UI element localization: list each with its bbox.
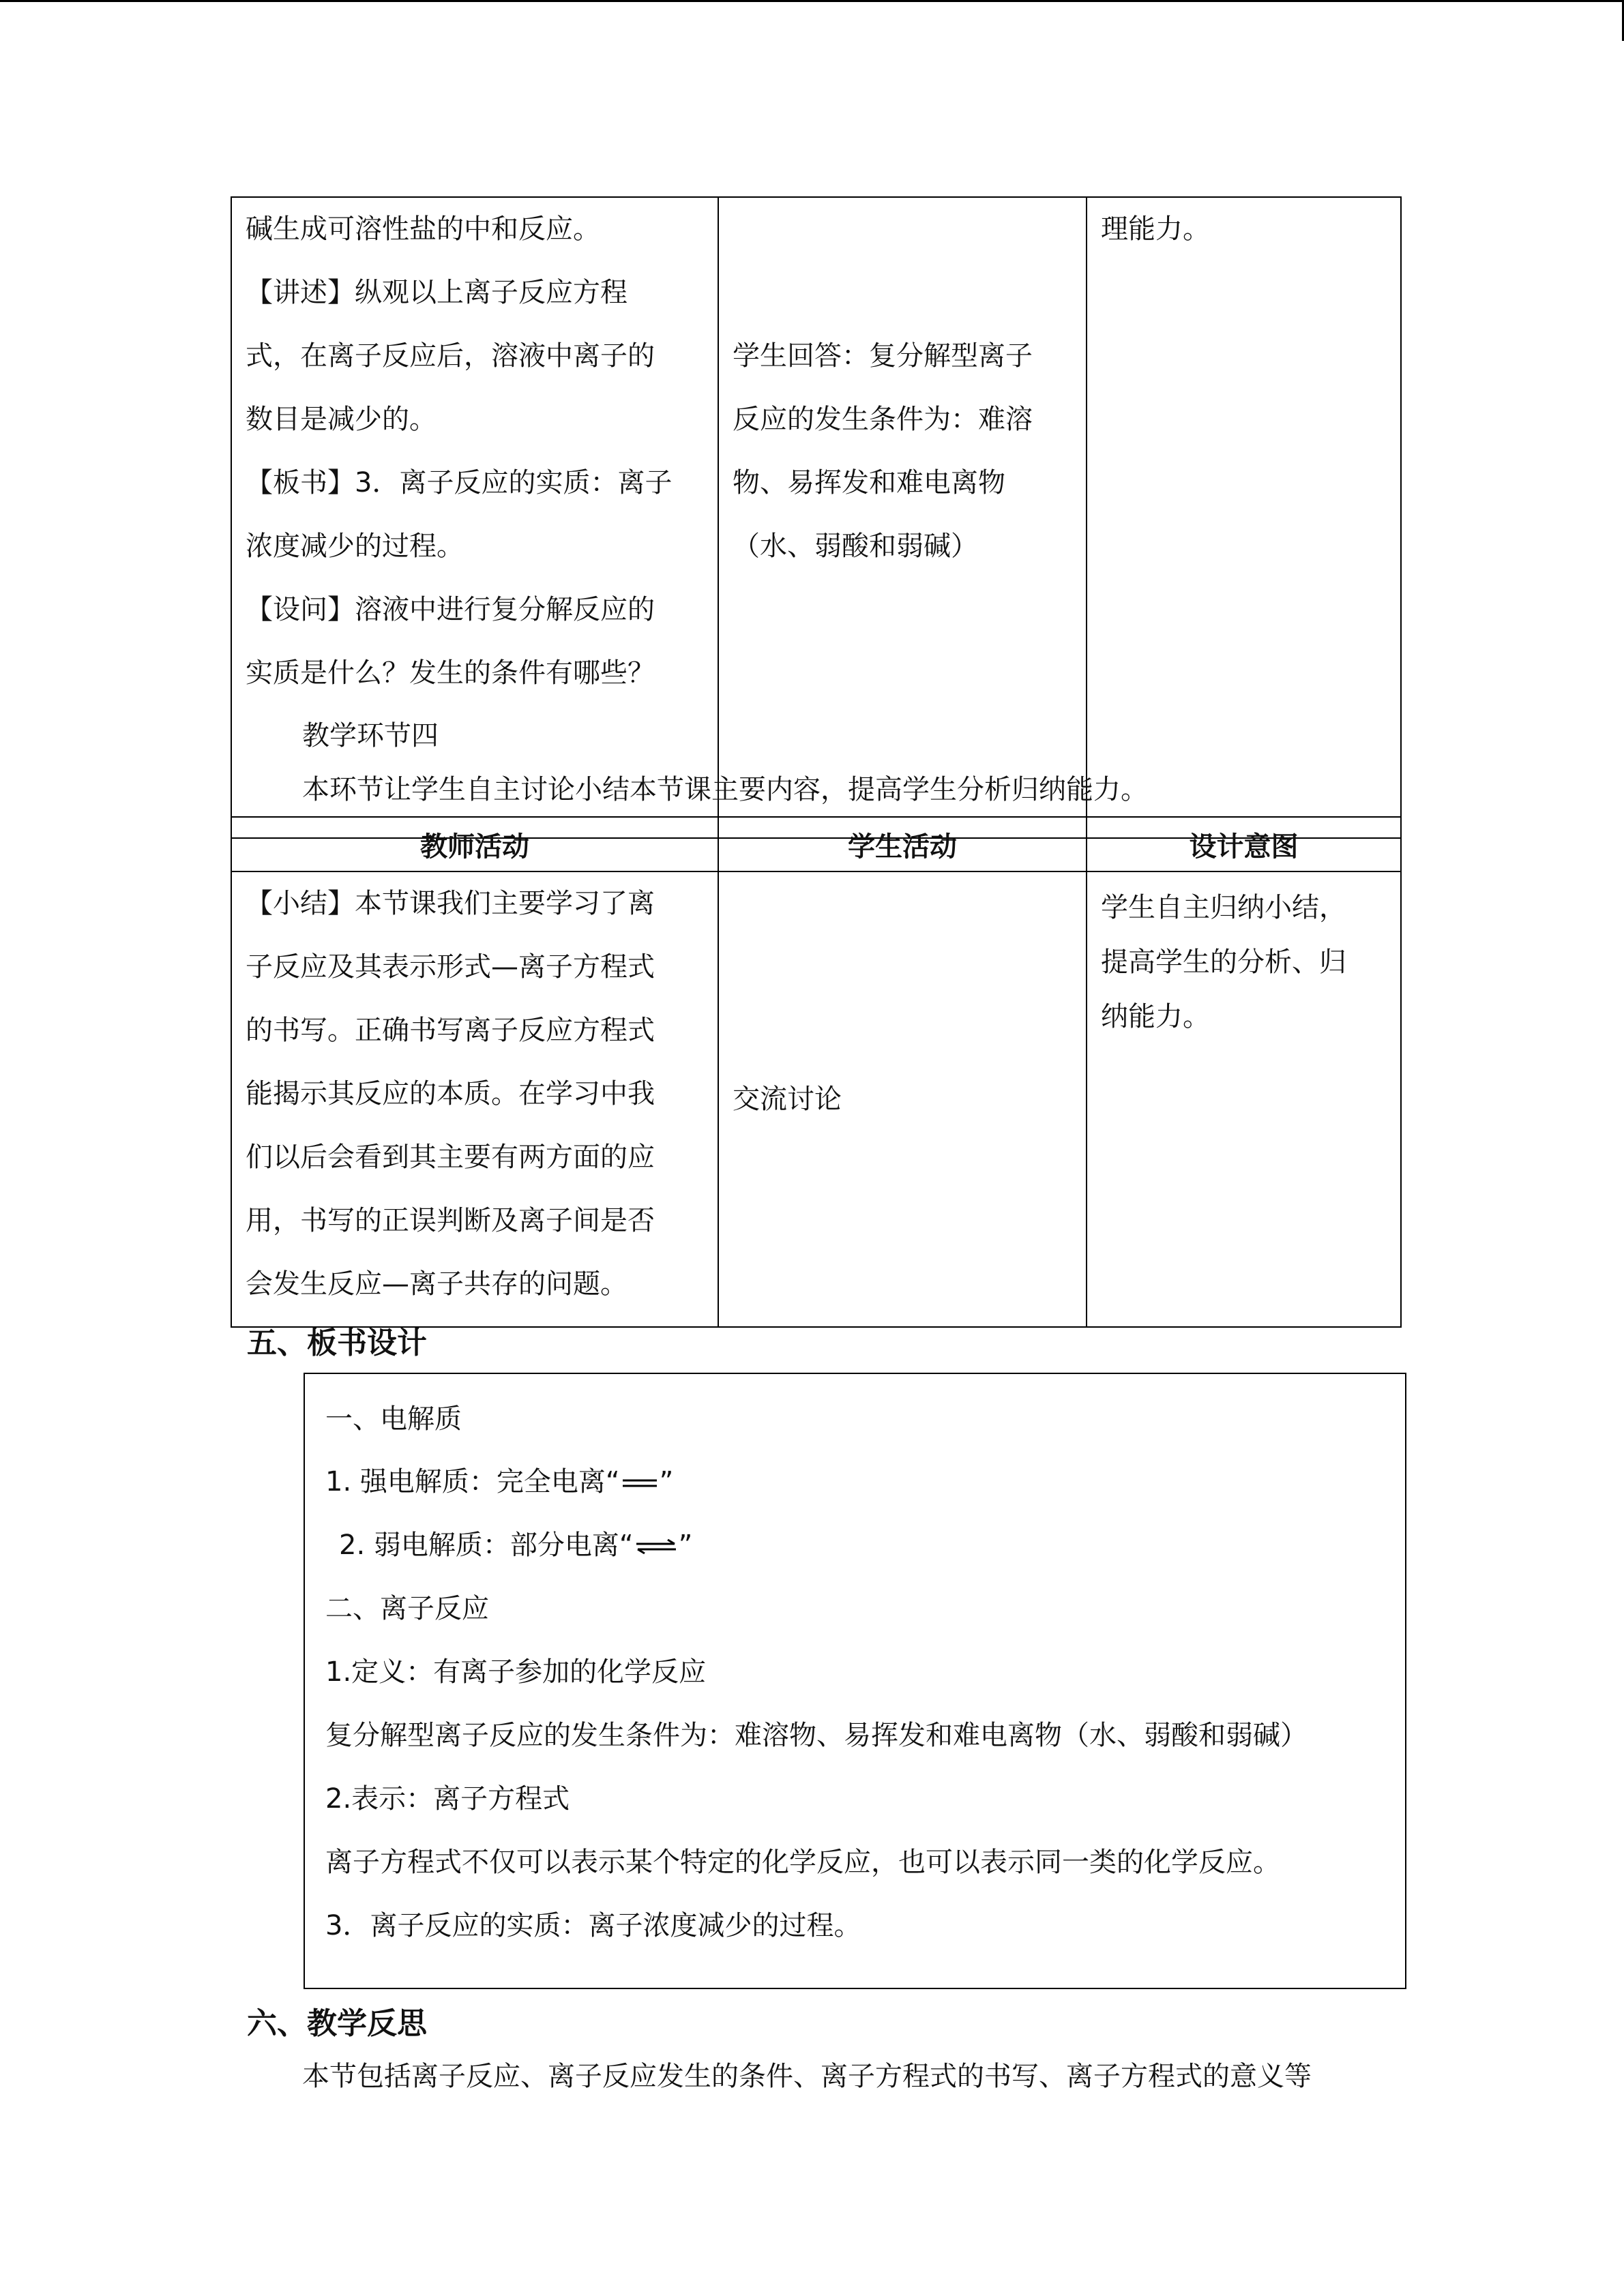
board-line-text: 1. 强电解质：完全电离“ <box>325 1466 620 1497</box>
teacher-line: 们以后会看到其主要有两方面的应 <box>246 1142 655 1173</box>
reflection-paragraph: 本节包括离子反应、离子反应发生的条件、离子方程式的书写、离子方程式的意义等 <box>302 2061 1312 2092</box>
student-line: 交流讨论 <box>733 1083 842 1115</box>
board-line-text: ” <box>678 1530 693 1561</box>
header-teacher-activity: 教师活动 <box>231 817 718 871</box>
teacher-line: 【讲述】纵观以上离子反应方程 <box>246 277 628 308</box>
teacher-line: 式，在离子反应后，溶液中离子的 <box>246 340 655 372</box>
board-line <box>325 1461 673 1502</box>
teacher-line: 的书写。正确书写离子反应方程式 <box>246 1015 655 1046</box>
design-line: 理能力。 <box>1101 213 1210 245</box>
board-design-box <box>304 1373 1406 1989</box>
teacher-line: 能揭示其反应的本质。在学习中我 <box>246 1078 655 1109</box>
design-line: 纳能力。 <box>1101 1001 1210 1032</box>
board-line: 1.定义：有离子参加的化学反应 <box>325 1656 707 1688</box>
teacher-line: 子反应及其表示形式—离子方程式 <box>246 951 655 983</box>
teacher-line: 【设问】溶液中进行复分解反应的 <box>246 594 655 625</box>
table-header-row <box>231 817 1401 871</box>
board-line: 一、电解质 <box>325 1403 462 1435</box>
table-row <box>231 871 1401 1327</box>
board-line: 复分解型离子反应的发生条件为：难溶物、易挥发和难电离物（水、弱酸和弱碱） <box>325 1720 1308 1751</box>
lesson-table-section4 <box>231 816 1402 1328</box>
header-design-intent: 设计意图 <box>1087 817 1401 871</box>
board-line: 二、离子反应 <box>325 1593 489 1624</box>
design-line: 提高学生的分析、归 <box>1101 946 1346 978</box>
board-line: 2.表示：离子方程式 <box>325 1783 570 1815</box>
student-activity-cell <box>718 197 1087 838</box>
board-line-text: ” <box>659 1466 674 1497</box>
board-line: 离子方程式不仅可以表示某个特定的化学反应，也可以表示同一类的化学反应。 <box>325 1847 1280 1878</box>
design-intent-cell <box>1087 197 1401 838</box>
teacher-line: 【板书】3．离子反应的实质：离子 <box>246 467 673 498</box>
heading-teaching-reflection: 六、教学反思 <box>247 2006 427 2041</box>
board-line <box>339 1525 692 1566</box>
page-top-border <box>0 0 1624 2</box>
board-line-text: 2. 弱电解质：部分电离“ <box>339 1530 634 1561</box>
student-line: 物、易挥发和难电离物 <box>733 467 1005 498</box>
teacher-activity-cell <box>231 871 718 1327</box>
heading-board-design: 五、板书设计 <box>247 1326 427 1360</box>
teacher-line: 碱生成可溶性盐的中和反应。 <box>246 213 600 245</box>
header-student-activity: 学生活动 <box>718 817 1087 871</box>
board-line: 3．离子反应的实质：离子浓度减少的过程。 <box>325 1910 861 1941</box>
design-line: 学生自主归纳小结， <box>1101 892 1346 923</box>
student-activity-cell <box>718 871 1087 1327</box>
teacher-line: 浓度减少的过程。 <box>246 531 464 562</box>
student-line: 学生回答：复分解型离子 <box>733 340 1033 372</box>
teacher-line: 数目是减少的。 <box>246 404 437 435</box>
student-line: （水、弱酸和弱碱） <box>733 531 978 562</box>
reversible-arrows-icon <box>634 1538 679 1555</box>
double-bar-equals-icon <box>620 1475 660 1491</box>
teacher-line: 会发生反应—离子共存的问题。 <box>246 1268 628 1300</box>
section-intro: 本环节让学生自主讨论小结本节课主要内容，提高学生分析归纳能力。 <box>302 774 1148 805</box>
teacher-line: 用，书写的正误判断及离子间是否 <box>246 1205 655 1236</box>
teacher-line: 实质是什么？发生的条件有哪些？ <box>246 657 655 689</box>
section-title: 教学环节四 <box>302 720 439 751</box>
teacher-line: 【小结】本节课我们主要学习了离 <box>246 888 655 919</box>
design-intent-cell <box>1087 871 1401 1327</box>
student-line: 反应的发生条件为：难溶 <box>733 404 1033 435</box>
